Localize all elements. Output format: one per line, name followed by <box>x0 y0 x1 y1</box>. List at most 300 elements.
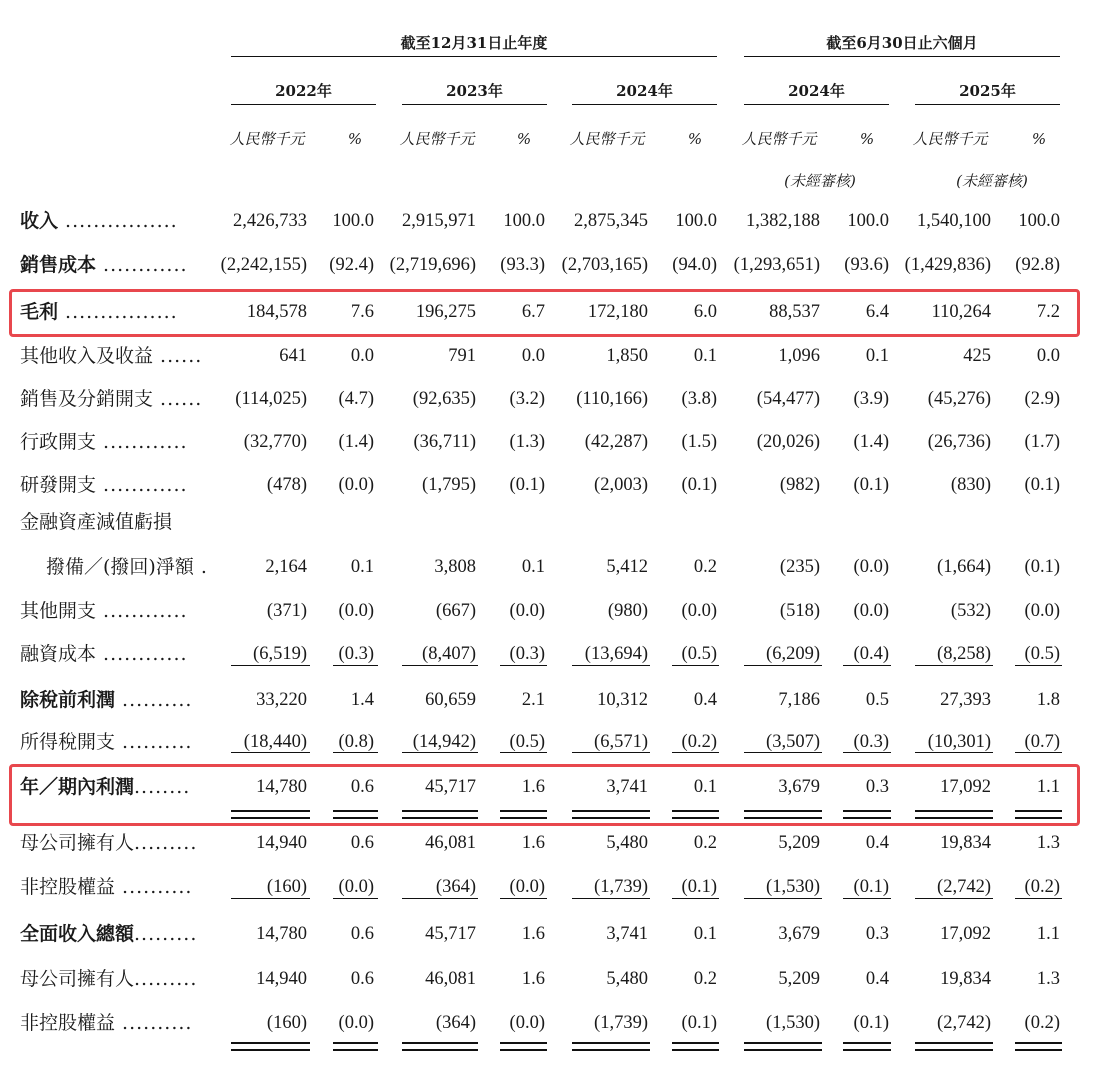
amount-cell: (1,293,651) <box>733 255 820 275</box>
percent-cell: (1.5) <box>681 432 717 452</box>
amount-cell: 3,741 <box>606 924 648 944</box>
total-double-rule <box>744 1042 822 1051</box>
total-double-rule <box>231 1042 310 1051</box>
row-label-text: 全面收入總額 <box>20 923 135 945</box>
amount-cell: (1,664) <box>937 557 991 577</box>
amount-cell: (160) <box>266 877 307 897</box>
amount-cell: (532) <box>950 601 991 621</box>
percent-cell: (0.1) <box>1024 475 1060 495</box>
percent-cell: (1.4) <box>853 432 889 452</box>
subtotal-rule <box>672 665 719 666</box>
statement-row-10 <box>0 632 1108 676</box>
amount-cell: (32,770) <box>243 432 307 452</box>
amount-cell: (830) <box>950 475 991 495</box>
subtotal-rule <box>333 665 378 666</box>
amount-cell: 88,537 <box>769 302 820 322</box>
amount-cell: (1,429,836) <box>904 255 991 275</box>
leader-dots: .......... <box>115 689 193 711</box>
leader-dots: ............ <box>96 431 188 453</box>
total-double-rule <box>1015 1042 1062 1051</box>
percent-cell: 0.6 <box>350 969 374 989</box>
amount-cell: (478) <box>266 475 307 495</box>
percent-cell: 0.0 <box>1036 346 1060 366</box>
total-double-rule <box>402 810 478 819</box>
amount-cell: (235) <box>779 557 820 577</box>
row-label-text: 年／期內利潤 <box>20 776 135 798</box>
amount-cell: 1,850 <box>606 346 648 366</box>
total-double-rule <box>672 1042 719 1051</box>
amount-cell: 110,264 <box>931 302 991 322</box>
amount-cell: 2,875,345 <box>574 211 648 231</box>
subtotal-rule <box>744 752 822 753</box>
percent-cell: 0.1 <box>693 777 717 797</box>
row-label-text: 毛利 <box>20 301 59 323</box>
percent-cell: 0.4 <box>865 833 889 853</box>
total-double-rule <box>1015 810 1062 819</box>
leader-dots: . <box>193 556 208 578</box>
leader-dots: ...... <box>153 388 203 410</box>
subtotal-rule <box>843 665 891 666</box>
amount-cell: 14,940 <box>256 969 307 989</box>
amount-cell: (26,736) <box>927 432 991 452</box>
percent-cell: (0.4) <box>853 644 889 664</box>
subtotal-rule <box>402 898 478 899</box>
statement-row-9 <box>0 589 1108 633</box>
statement-row-12 <box>0 720 1108 764</box>
leader-dots: .......... <box>115 731 193 753</box>
subtotal-rule <box>572 665 650 666</box>
subtotal-rule <box>1015 752 1062 753</box>
row-label-text: 所得稅開支 <box>20 731 116 753</box>
leader-dots: ................ <box>58 210 178 232</box>
percent-cell: (0.0) <box>509 877 545 897</box>
percent-cell: (0.1) <box>1024 557 1060 577</box>
unit-pct: % <box>1031 130 1047 148</box>
percent-cell: (0.1) <box>509 475 545 495</box>
percent-cell: (0.2) <box>1024 877 1060 897</box>
percent-cell: 0.3 <box>865 924 889 944</box>
percent-cell: 1.8 <box>1036 690 1060 710</box>
amount-cell: (1,795) <box>422 475 476 495</box>
subtotal-rule <box>500 752 547 753</box>
subtotal-rule <box>744 898 822 899</box>
leader-dots: ............ <box>96 643 188 665</box>
amount-cell: (371) <box>266 601 307 621</box>
percent-cell: 100.0 <box>503 211 545 231</box>
total-double-rule <box>402 1042 478 1051</box>
row-label-text: 收入 <box>20 210 59 232</box>
leader-dots: ............ <box>96 254 188 276</box>
percent-cell: (0.0) <box>853 557 889 577</box>
amount-cell: (1,530) <box>766 877 820 897</box>
percent-cell: 1.3 <box>1036 833 1060 853</box>
subtotal-rule <box>333 752 378 753</box>
amount-cell: (2,003) <box>594 475 648 495</box>
percent-cell: (0.0) <box>853 601 889 621</box>
amount-cell: 17,092 <box>940 777 991 797</box>
percent-cell: 0.2 <box>693 833 717 853</box>
statement-row-17 <box>0 957 1108 1001</box>
leader-dots: ................ <box>58 301 178 323</box>
total-double-rule <box>915 810 993 819</box>
amount-cell: (114,025) <box>235 389 307 409</box>
unaudited-note: (未經審核) <box>956 172 1028 190</box>
subtotal-rule <box>1015 898 1062 899</box>
amount-cell: 3,679 <box>778 924 820 944</box>
amount-cell: (18,440) <box>243 732 307 752</box>
group-header-annual: 截至12月31日止年度 <box>231 30 717 57</box>
percent-cell: 2.1 <box>521 690 545 710</box>
amount-cell: (667) <box>435 601 476 621</box>
percent-cell: 1.1 <box>1036 777 1060 797</box>
percent-cell: 100.0 <box>675 211 717 231</box>
subtotal-rule <box>333 898 378 899</box>
percent-cell: 0.1 <box>521 557 545 577</box>
statement-row-0 <box>0 199 1108 243</box>
amount-cell: 14,780 <box>256 777 307 797</box>
subtotal-rule <box>843 752 891 753</box>
amount-cell: 19,834 <box>940 969 991 989</box>
amount-cell: (1,739) <box>594 877 648 897</box>
amount-cell: (110,166) <box>576 389 648 409</box>
subtotal-rule <box>915 665 993 666</box>
percent-cell: 0.0 <box>350 346 374 366</box>
row-label-text: 研發開支 <box>20 474 97 496</box>
percent-cell: 0.1 <box>693 346 717 366</box>
leader-dots: .......... <box>115 876 193 898</box>
percent-cell: (3.2) <box>509 389 545 409</box>
amount-cell: 5,209 <box>778 969 820 989</box>
percent-cell: 7.6 <box>350 302 374 322</box>
percent-cell: 0.1 <box>865 346 889 366</box>
row-label-text: 銷售成本 <box>20 254 97 276</box>
unit-rmb: 人民幣千元 <box>399 130 475 148</box>
leader-dots: ............ <box>96 474 188 496</box>
unit-rmb: 人民幣千元 <box>569 130 645 148</box>
amount-cell: (2,742) <box>937 877 991 897</box>
amount-cell: 27,393 <box>940 690 991 710</box>
year-header-2025-half: 2025年 <box>915 78 1060 105</box>
amount-cell: 10,312 <box>597 690 648 710</box>
leader-dots: ...... <box>153 345 203 367</box>
percent-cell: 1.3 <box>1036 969 1060 989</box>
percent-cell: 7.2 <box>1036 302 1060 322</box>
year-header-2022: 2022年 <box>231 78 376 105</box>
year-header-2024: 2024年 <box>572 78 717 105</box>
percent-cell: 1.1 <box>1036 924 1060 944</box>
statement-row-8 <box>0 545 1108 589</box>
amount-cell: 45,717 <box>425 777 476 797</box>
percent-cell: 0.2 <box>693 969 717 989</box>
percent-cell: (1.3) <box>509 432 545 452</box>
amount-cell: (14,942) <box>412 732 476 752</box>
row-label-text: 融資成本 <box>20 643 97 665</box>
amount-cell: 5,412 <box>606 557 648 577</box>
percent-cell: (0.3) <box>853 732 889 752</box>
percent-cell: (0.0) <box>509 601 545 621</box>
percent-cell: (92.4) <box>329 255 374 275</box>
percent-cell: 1.4 <box>350 690 374 710</box>
percent-cell: 6.0 <box>693 302 717 322</box>
amount-cell: (364) <box>435 877 476 897</box>
percent-cell: 6.7 <box>521 302 545 322</box>
unaudited-note: (未經審核) <box>784 172 856 190</box>
amount-cell: (6,571) <box>594 732 648 752</box>
percent-cell: (0.7) <box>1024 732 1060 752</box>
leader-dots: ......... <box>134 832 198 854</box>
total-double-rule <box>915 1042 993 1051</box>
percent-cell: (0.5) <box>1024 644 1060 664</box>
amount-cell: 2,426,733 <box>233 211 307 231</box>
percent-cell: 0.6 <box>350 833 374 853</box>
amount-cell: (20,026) <box>756 432 820 452</box>
amount-cell: 641 <box>279 346 307 366</box>
amount-cell: (1,530) <box>766 1013 820 1033</box>
unit-pct: % <box>516 130 532 148</box>
percent-cell: (0.0) <box>338 475 374 495</box>
amount-cell: (1,739) <box>594 1013 648 1033</box>
statement-row-1 <box>0 243 1108 287</box>
amount-cell: (10,301) <box>927 732 991 752</box>
percent-cell: 0.6 <box>350 924 374 944</box>
percent-cell: 0.4 <box>693 690 717 710</box>
amount-cell: (36,711) <box>413 432 476 452</box>
percent-cell: (0.2) <box>681 732 717 752</box>
percent-cell: 0.1 <box>350 557 374 577</box>
row-label <box>20 500 230 544</box>
statement-row-5 <box>0 420 1108 464</box>
percent-cell: (0.0) <box>338 877 374 897</box>
amount-cell: 1,096 <box>778 346 820 366</box>
total-double-rule <box>500 810 547 819</box>
statement-row-18 <box>0 1001 1108 1045</box>
amount-cell: 791 <box>448 346 476 366</box>
percent-cell: 1.6 <box>521 777 545 797</box>
percent-cell: (1.7) <box>1024 432 1060 452</box>
statement-row-14 <box>0 821 1108 865</box>
percent-cell: (2.9) <box>1024 389 1060 409</box>
amount-cell: 5,480 <box>606 969 648 989</box>
amount-cell: (54,477) <box>756 389 820 409</box>
percent-cell: (0.1) <box>681 475 717 495</box>
percent-cell: (0.3) <box>509 644 545 664</box>
amount-cell: (2,703,165) <box>561 255 648 275</box>
leader-dots: .......... <box>115 1012 193 1034</box>
amount-cell: 2,164 <box>265 557 307 577</box>
subtotal-rule <box>231 665 310 666</box>
subtotal-rule <box>402 752 478 753</box>
percent-cell: (0.0) <box>1024 601 1060 621</box>
subtotal-rule <box>915 752 993 753</box>
unit-rmb: 人民幣千元 <box>229 130 305 148</box>
highlight-gross-profit <box>9 289 1080 337</box>
amount-cell: 14,780 <box>256 924 307 944</box>
subtotal-rule <box>231 752 310 753</box>
amount-cell: 45,717 <box>425 924 476 944</box>
unit-pct: % <box>687 130 703 148</box>
leader-dots: ......... <box>134 923 198 945</box>
row-label-text: 其他收入及收益 <box>20 345 154 367</box>
amount-cell: 184,578 <box>246 302 307 322</box>
percent-cell: (0.0) <box>338 601 374 621</box>
group-header-half-year: 截至6月30日止六個月 <box>744 30 1060 57</box>
amount-cell: (13,694) <box>584 644 648 664</box>
percent-cell: (0.3) <box>338 644 374 664</box>
total-double-rule <box>333 1042 378 1051</box>
amount-cell: (2,742) <box>937 1013 991 1033</box>
percent-cell: 100.0 <box>1018 211 1060 231</box>
subtotal-rule <box>402 665 478 666</box>
percent-cell: (4.7) <box>338 389 374 409</box>
percent-cell: 0.6 <box>350 777 374 797</box>
percent-cell: (0.1) <box>681 877 717 897</box>
amount-cell: (6,519) <box>253 644 307 664</box>
amount-cell: (92,635) <box>412 389 476 409</box>
percent-cell: (0.1) <box>853 475 889 495</box>
subtotal-rule <box>915 898 993 899</box>
amount-cell: 46,081 <box>425 833 476 853</box>
percent-cell: (0.1) <box>681 1013 717 1033</box>
amount-cell: 5,480 <box>606 833 648 853</box>
amount-cell: 14,940 <box>256 833 307 853</box>
unit-rmb: 人民幣千元 <box>741 130 817 148</box>
total-double-rule <box>572 1042 650 1051</box>
amount-cell: (6,209) <box>766 644 820 664</box>
percent-cell: (3.8) <box>681 389 717 409</box>
amount-cell: (518) <box>779 601 820 621</box>
subtotal-rule <box>744 665 822 666</box>
year-header-2024-half: 2024年 <box>744 78 889 105</box>
total-double-rule <box>672 810 719 819</box>
subtotal-rule <box>843 898 891 899</box>
amount-cell: 46,081 <box>425 969 476 989</box>
amount-cell: 3,741 <box>606 777 648 797</box>
row-label-text: 非控股權益 <box>20 876 116 898</box>
amount-cell: 172,180 <box>587 302 648 322</box>
amount-cell: (2,242,155) <box>220 255 307 275</box>
amount-cell: 7,186 <box>778 690 820 710</box>
amount-cell: 19,834 <box>940 833 991 853</box>
leader-dots: ......... <box>134 968 198 990</box>
amount-cell: (8,407) <box>422 644 476 664</box>
percent-cell: (92.8) <box>1015 255 1060 275</box>
subtotal-rule <box>500 898 547 899</box>
unit-pct: % <box>347 130 363 148</box>
percent-cell: 0.2 <box>693 557 717 577</box>
subtotal-rule <box>572 752 650 753</box>
amount-cell: (982) <box>779 475 820 495</box>
total-double-rule <box>333 810 378 819</box>
percent-cell: (0.1) <box>853 877 889 897</box>
total-double-rule <box>572 810 650 819</box>
leader-dots: ........ <box>134 776 191 798</box>
amount-cell: (980) <box>607 601 648 621</box>
leader-dots: ............ <box>96 600 188 622</box>
percent-cell: (93.6) <box>844 255 889 275</box>
row-label-text: 除稅前利潤 <box>20 689 116 711</box>
amount-cell: (45,276) <box>927 389 991 409</box>
percent-cell: 0.3 <box>865 777 889 797</box>
subtotal-rule <box>572 898 650 899</box>
amount-cell: 3,808 <box>434 557 476 577</box>
amount-cell: 1,540,100 <box>917 211 991 231</box>
percent-cell: (0.0) <box>509 1013 545 1033</box>
subtotal-rule <box>231 898 310 899</box>
statement-row-4 <box>0 377 1108 421</box>
percent-cell: (0.0) <box>681 601 717 621</box>
statement-row-15 <box>0 865 1108 909</box>
amount-cell: (8,258) <box>937 644 991 664</box>
row-label-text: 母公司擁有人 <box>20 968 135 990</box>
percent-cell: (0.1) <box>853 1013 889 1033</box>
row-label-text: 非控股權益 <box>20 1012 116 1034</box>
amount-cell: (42,287) <box>584 432 648 452</box>
percent-cell: (93.3) <box>500 255 545 275</box>
percent-cell: 1.6 <box>521 969 545 989</box>
percent-cell: 0.4 <box>865 969 889 989</box>
percent-cell: 1.6 <box>521 924 545 944</box>
percent-cell: (0.8) <box>338 732 374 752</box>
percent-cell: 1.6 <box>521 833 545 853</box>
amount-cell: 3,679 <box>778 777 820 797</box>
total-double-rule <box>744 810 822 819</box>
amount-cell: 425 <box>963 346 991 366</box>
row-label-text: 銷售及分銷開支 <box>20 388 154 410</box>
amount-cell: 5,209 <box>778 833 820 853</box>
percent-cell: 100.0 <box>332 211 374 231</box>
subtotal-rule <box>1015 665 1062 666</box>
amount-cell: 196,275 <box>415 302 476 322</box>
amount-cell: (3,507) <box>766 732 820 752</box>
row-label-text: 其他開支 <box>20 600 97 622</box>
percent-cell: 6.4 <box>865 302 889 322</box>
subtotal-rule <box>672 898 719 899</box>
total-double-rule <box>843 1042 891 1051</box>
amount-cell: (160) <box>266 1013 307 1033</box>
row-label-text: 行政開支 <box>20 431 97 453</box>
amount-cell: 17,092 <box>940 924 991 944</box>
percent-cell: 0.5 <box>865 690 889 710</box>
percent-cell: (3.9) <box>853 389 889 409</box>
statement-row-3 <box>0 334 1108 378</box>
percent-cell: 0.0 <box>521 346 545 366</box>
statement-row-11 <box>0 678 1108 722</box>
year-header-2023: 2023年 <box>402 78 547 105</box>
subtotal-rule <box>500 665 547 666</box>
percent-cell: (0.2) <box>1024 1013 1060 1033</box>
total-double-rule <box>500 1042 547 1051</box>
subtotal-rule <box>672 752 719 753</box>
percent-cell: (0.0) <box>338 1013 374 1033</box>
percent-cell: (0.5) <box>509 732 545 752</box>
percent-cell: (1.4) <box>338 432 374 452</box>
row-label-text: 金融資產減值虧損 <box>20 511 173 533</box>
statement-row-16 <box>0 912 1108 956</box>
row-label-text: 撥備／(撥回)淨額 <box>46 556 194 578</box>
percent-cell: (94.0) <box>672 255 717 275</box>
total-double-rule <box>231 810 310 819</box>
amount-cell: 60,659 <box>425 690 476 710</box>
amount-cell: (364) <box>435 1013 476 1033</box>
total-double-rule <box>843 810 891 819</box>
percent-cell: 0.1 <box>693 924 717 944</box>
unit-rmb: 人民幣千元 <box>912 130 988 148</box>
amount-cell: 33,220 <box>256 690 307 710</box>
amount-cell: 1,382,188 <box>746 211 820 231</box>
unit-pct: % <box>859 130 875 148</box>
amount-cell: (2,719,696) <box>389 255 476 275</box>
statement-row-7 <box>0 500 1108 544</box>
